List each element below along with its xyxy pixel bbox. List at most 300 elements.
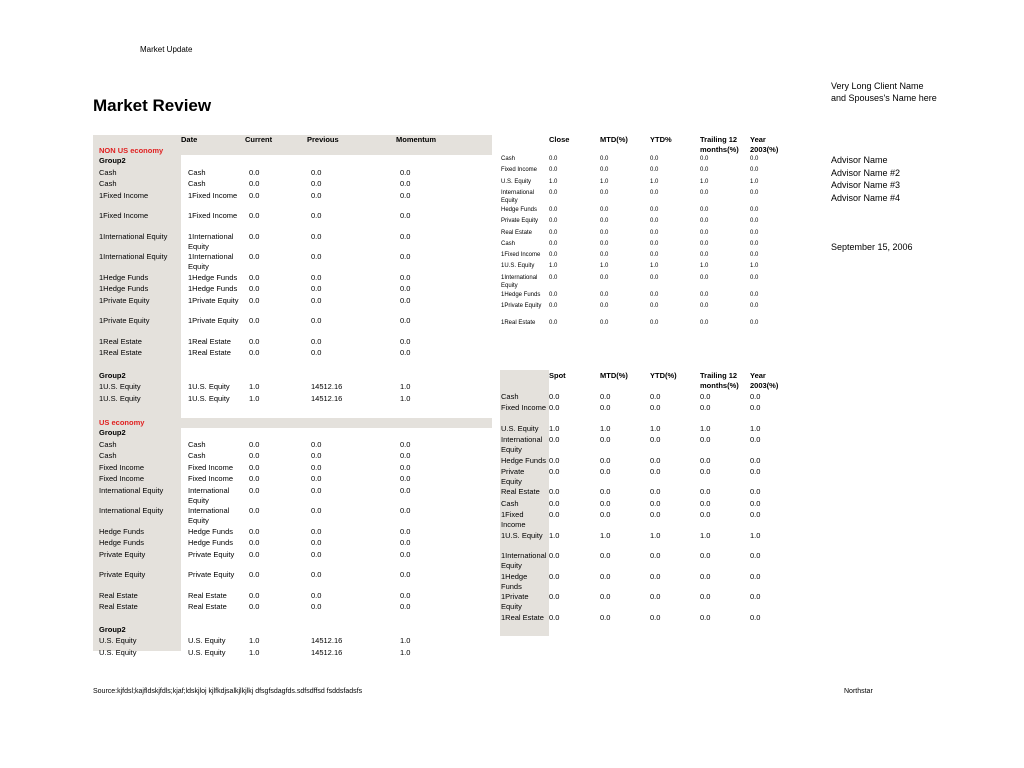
row-value: 0.0 xyxy=(700,510,711,519)
row-label: Private Equity xyxy=(501,218,539,225)
row-value: 0.0 xyxy=(549,466,560,476)
row-label: Cash xyxy=(99,179,117,188)
row-value: 0.0 xyxy=(600,551,611,560)
advisor-name: Advisor Name #3 xyxy=(831,180,901,190)
row-value: 0.0 xyxy=(650,392,661,401)
row-value: 1U.S. Equity xyxy=(188,382,230,391)
row-label: 1Fixed Income xyxy=(99,211,149,220)
row-value: 0.0 xyxy=(600,229,609,236)
row-label: 1U.S. Equity xyxy=(501,530,543,540)
row-value: 0.0 xyxy=(700,592,711,601)
row-label: International Equity xyxy=(501,189,535,204)
row-value: 0.0 xyxy=(400,451,411,460)
column-header: Spot xyxy=(549,371,566,380)
row-label: Cash xyxy=(501,240,516,247)
row-value: 1.0 xyxy=(600,178,609,185)
row-value: 1.0 xyxy=(700,178,709,185)
row-value: 0.0 xyxy=(311,439,322,449)
row-value: 0.0 xyxy=(750,392,761,401)
row-value: 0.0 xyxy=(400,590,411,600)
row-value: 0.0 xyxy=(311,336,322,346)
row-value: 0.0 xyxy=(549,571,560,581)
row-value: 0.0 xyxy=(249,348,260,357)
row-value: 0.0 xyxy=(700,206,709,213)
row-value: 0.0 xyxy=(700,156,709,162)
row-value: 0.0 xyxy=(600,274,609,281)
row-label: 1U.S. Equity xyxy=(501,263,535,270)
row-value: 0.0 xyxy=(750,167,759,174)
advisor-name: Advisor Name xyxy=(831,155,888,165)
row-value: 0.0 xyxy=(750,291,759,298)
row-value: 0.0 xyxy=(600,252,609,259)
client-name xyxy=(831,80,937,104)
row-value: 0.0 xyxy=(311,179,322,188)
page-title: Market Review xyxy=(93,96,212,115)
row-value: 0.0 xyxy=(549,252,558,259)
row-value: 0.0 xyxy=(650,218,659,225)
row-value: Cash xyxy=(188,179,206,188)
row-value: 0.0 xyxy=(249,485,260,495)
row-label: Real Estate xyxy=(501,229,533,236)
row-value: 0.0 xyxy=(750,612,761,622)
row-value: 0.0 xyxy=(400,439,411,449)
row-value: 0.0 xyxy=(400,272,411,282)
row-value: 0.0 xyxy=(750,274,759,281)
row-value: 0.0 xyxy=(700,435,711,445)
row-value: 0.0 xyxy=(400,316,411,325)
row-value: 0.0 xyxy=(650,487,661,497)
row-label: 1Private Equity xyxy=(99,316,150,325)
row-value: 0.0 xyxy=(249,570,260,579)
row-value: 0.0 xyxy=(549,274,558,281)
row-value: 1International Equity xyxy=(188,231,234,251)
row-value: 0.0 xyxy=(249,231,260,241)
row-value: 1Fixed Income xyxy=(188,211,238,220)
row-value: 0.0 xyxy=(650,206,659,213)
row-label: Cash xyxy=(99,167,117,177)
row-value: 0.0 xyxy=(400,549,411,559)
row-value: 1.0 xyxy=(600,530,611,540)
row-label: 1International Equity xyxy=(501,274,538,289)
top-label: Market Update xyxy=(140,45,193,54)
row-value: 0.0 xyxy=(700,218,709,225)
row-label: International Equity xyxy=(99,485,164,495)
row-value: 0.0 xyxy=(400,179,411,188)
row-value: 0.0 xyxy=(750,551,761,560)
row-value: 1.0 xyxy=(650,530,661,540)
row-value: 0.0 xyxy=(600,435,611,445)
row-label: 1Private Equity xyxy=(501,592,529,611)
column-header: Momentum xyxy=(396,135,436,144)
row-value: 1.0 xyxy=(750,530,761,540)
row-label: 1Fixed Income xyxy=(501,510,526,529)
row-label: 1Hedge Funds xyxy=(501,571,528,591)
row-value: 0.0 xyxy=(249,190,260,200)
row-value: 1U.S. Equity xyxy=(188,393,230,403)
row-label: Cash xyxy=(99,451,117,460)
row-value: Cash xyxy=(188,439,206,449)
row-value: 1.0 xyxy=(750,178,759,185)
row-value: Fixed Income xyxy=(188,462,234,472)
row-value: Private Equity xyxy=(188,570,235,579)
brand-name: Northstar xyxy=(844,688,873,695)
row-value: 0.0 xyxy=(650,403,661,413)
row-value: 0.0 xyxy=(700,303,709,309)
row-value: 0.0 xyxy=(311,474,322,483)
row-value: International Equity xyxy=(188,485,230,505)
row-value: 0.0 xyxy=(311,549,322,559)
column-header: Year 2003(%) xyxy=(750,135,779,154)
row-value: 1.0 xyxy=(650,263,659,270)
column-header: MTD(%) xyxy=(600,371,628,380)
row-value: 0.0 xyxy=(600,403,611,413)
row-value: 0.0 xyxy=(700,498,711,508)
row-value: 0.0 xyxy=(700,274,709,281)
row-value: 1.0 xyxy=(549,423,560,433)
row-label: Fixed Income xyxy=(501,403,547,413)
row-label: Real Estate xyxy=(99,590,138,600)
row-value: 1.0 xyxy=(400,636,411,645)
row-value: 1.0 xyxy=(249,647,260,657)
client-line-2: and Spouses's Name here xyxy=(831,93,937,103)
row-value: Real Estate xyxy=(188,590,227,600)
row-value: 0.0 xyxy=(650,455,661,465)
row-value: 0.0 xyxy=(600,291,609,298)
column-header: Trailing 12 months(%) xyxy=(700,135,739,154)
row-value: 0.0 xyxy=(750,189,759,196)
row-value: 0.0 xyxy=(249,336,260,346)
row-value: 1.0 xyxy=(400,647,411,657)
row-value: 0.0 xyxy=(249,252,260,261)
row-value: 0.0 xyxy=(249,272,260,282)
group-label: Group2 xyxy=(99,624,126,634)
row-value: 0.0 xyxy=(400,284,411,293)
row-value: 0.0 xyxy=(750,510,761,519)
row-value: 0.0 xyxy=(249,167,260,177)
row-value: 0.0 xyxy=(400,485,411,495)
row-value: 0.0 xyxy=(700,320,709,326)
row-value: 0.0 xyxy=(650,592,661,601)
row-value: 14512.16 xyxy=(311,393,343,403)
row-value: 1Real Estate xyxy=(188,336,231,346)
group-label: Group2 xyxy=(99,428,126,437)
row-value: 0.0 xyxy=(311,538,322,547)
row-value: 0.0 xyxy=(549,240,558,247)
row-value: 0.0 xyxy=(650,229,659,236)
row-label: Hedge Funds xyxy=(501,206,538,213)
row-value: 0.0 xyxy=(650,466,661,476)
row-label: Cash xyxy=(501,156,516,162)
row-value: 0.0 xyxy=(650,571,661,581)
non-us-band-ext xyxy=(181,145,492,155)
row-value: 0.0 xyxy=(549,403,560,413)
row-value: 0.0 xyxy=(400,211,411,220)
row-value: 1.0 xyxy=(549,178,558,185)
row-value: 1.0 xyxy=(400,393,411,403)
row-value: 0.0 xyxy=(650,189,659,196)
row-value: 0.0 xyxy=(700,291,709,298)
row-value: 0.0 xyxy=(700,392,711,401)
row-value: 1.0 xyxy=(400,382,411,391)
row-value: 0.0 xyxy=(650,303,659,309)
row-value: 1.0 xyxy=(249,382,260,391)
row-value: U.S. Equity xyxy=(188,636,226,645)
right-bottom-header-band xyxy=(500,370,549,392)
row-value: 0.0 xyxy=(700,455,711,465)
row-value: 0.0 xyxy=(549,320,558,326)
row-value: 0.0 xyxy=(311,462,322,472)
row-label: 1International Equity xyxy=(99,252,168,261)
row-label: U.S. Equity xyxy=(501,178,532,185)
row-value: 1Fixed Income xyxy=(188,190,238,200)
row-value: 0.0 xyxy=(650,252,659,259)
row-value: Cash xyxy=(188,167,206,177)
row-value: 0.0 xyxy=(311,451,322,460)
row-label: Cash xyxy=(501,392,519,401)
row-value: 0.0 xyxy=(549,392,560,401)
row-value: 0.0 xyxy=(549,156,558,162)
row-label: International Equity xyxy=(99,506,164,515)
column-header: YTD(%) xyxy=(650,371,677,380)
row-label: 1Real Estate xyxy=(99,348,142,357)
row-value: 0.0 xyxy=(400,602,411,611)
row-value: 0.0 xyxy=(549,498,560,508)
row-value: 1.0 xyxy=(700,263,709,270)
row-value: 0.0 xyxy=(750,252,759,259)
row-label: Real Estate xyxy=(501,487,540,497)
row-value: 0.0 xyxy=(549,206,558,213)
row-value: 0.0 xyxy=(600,392,611,401)
row-label: 1Hedge Funds xyxy=(99,272,149,282)
row-value: 0.0 xyxy=(249,590,260,600)
row-value: 0.0 xyxy=(750,592,761,601)
row-value: 0.0 xyxy=(249,295,260,305)
row-label: Private Equity xyxy=(99,570,146,579)
row-value: 0.0 xyxy=(249,602,260,611)
row-value: 0.0 xyxy=(400,538,411,547)
row-value: 0.0 xyxy=(700,612,711,622)
row-value: 1Real Estate xyxy=(188,348,231,357)
client-line-1: Very Long Client Name xyxy=(831,81,924,91)
row-value: 0.0 xyxy=(549,592,560,601)
row-value: 0.0 xyxy=(311,485,322,495)
row-value: 0.0 xyxy=(600,156,609,162)
row-value: 0.0 xyxy=(311,284,322,293)
row-value: 0.0 xyxy=(650,274,659,281)
row-label: 1Private Equity xyxy=(501,303,542,309)
row-value: 0.0 xyxy=(311,231,322,241)
row-value: 1.0 xyxy=(650,178,659,185)
row-value: 0.0 xyxy=(311,272,322,282)
row-value: 0.0 xyxy=(400,167,411,177)
row-label: Cash xyxy=(501,498,519,508)
row-value: 0.0 xyxy=(600,510,611,519)
row-label: Fixed Income xyxy=(501,167,538,174)
row-label: Private Equity xyxy=(99,549,146,559)
column-header: Current xyxy=(245,135,273,144)
row-value: 0.0 xyxy=(600,612,611,622)
row-value: 0.0 xyxy=(311,167,322,177)
row-value: 0.0 xyxy=(600,189,609,196)
row-value: 0.0 xyxy=(750,403,761,413)
row-label: 1U.S. Equity xyxy=(99,382,141,391)
row-value: 0.0 xyxy=(750,218,759,225)
us-band-ext xyxy=(181,418,492,428)
row-value: 0.0 xyxy=(549,291,558,298)
row-value: 1.0 xyxy=(700,530,711,540)
advisor-list xyxy=(831,154,900,204)
row-value: 1.0 xyxy=(600,263,609,270)
row-value: 0.0 xyxy=(549,551,560,560)
row-value: 0.0 xyxy=(400,462,411,472)
row-label: 1Real Estate xyxy=(99,336,142,346)
column-header: Close xyxy=(549,135,570,144)
row-value: 0.0 xyxy=(650,156,659,162)
row-value: 0.0 xyxy=(700,466,711,476)
row-value: 0.0 xyxy=(311,295,322,305)
row-value: 0.0 xyxy=(249,462,260,472)
row-value: 0.0 xyxy=(750,435,761,445)
row-label: 1Fixed Income xyxy=(501,252,541,259)
row-value: 0.0 xyxy=(249,474,260,483)
row-value: 0.0 xyxy=(249,451,260,460)
row-value: 0.0 xyxy=(700,403,711,413)
row-value: Private Equity xyxy=(188,549,235,559)
row-value: 0.0 xyxy=(549,218,558,225)
row-value: 0.0 xyxy=(600,218,609,225)
row-value: 0.0 xyxy=(400,295,411,305)
section-label: NON US economy xyxy=(99,146,164,155)
row-label: U.S. Equity xyxy=(99,636,137,645)
row-value: 0.0 xyxy=(750,206,759,213)
row-value: Fixed Income xyxy=(188,474,234,483)
row-value: 0.0 xyxy=(600,466,611,476)
row-label: U.S. Equity xyxy=(99,647,137,657)
row-value: 0.0 xyxy=(650,498,661,508)
row-label: 1U.S. Equity xyxy=(99,393,141,403)
row-label: Hedge Funds xyxy=(99,526,145,536)
row-value: 0.0 xyxy=(700,229,709,236)
row-value: 0.0 xyxy=(600,498,611,508)
row-value: Hedge Funds xyxy=(188,538,234,547)
row-value: 0.0 xyxy=(311,211,322,220)
row-value: 0.0 xyxy=(549,510,560,519)
row-value: 0.0 xyxy=(400,348,411,357)
row-value: 0.0 xyxy=(750,156,759,162)
row-value: 1.0 xyxy=(700,423,711,433)
row-label: International Equity xyxy=(501,435,543,455)
advisor-name: Advisor Name #4 xyxy=(831,192,901,203)
row-label: 1Real Estate xyxy=(501,320,536,326)
row-value: 0.0 xyxy=(750,303,759,309)
row-value: 0.0 xyxy=(600,455,611,465)
row-value: 0.0 xyxy=(600,303,609,309)
row-value: 0.0 xyxy=(249,211,260,220)
row-value: 1Private Equity xyxy=(188,316,239,325)
row-value: 0.0 xyxy=(700,551,711,560)
row-value: Cash xyxy=(188,451,206,460)
row-value: 0.0 xyxy=(650,291,659,298)
row-value: 0.0 xyxy=(650,510,661,519)
row-value: 0.0 xyxy=(549,612,560,622)
row-value: 1International Equity xyxy=(188,252,234,271)
row-value: 0.0 xyxy=(650,167,659,174)
row-value: 0.0 xyxy=(650,320,659,326)
row-value: 0.0 xyxy=(400,231,411,241)
row-label: 1Hedge Funds xyxy=(99,284,149,293)
row-value: 0.0 xyxy=(311,252,322,261)
row-value: 0.0 xyxy=(249,538,260,547)
row-value: 1.0 xyxy=(650,423,661,433)
row-label: Fixed Income xyxy=(99,462,145,472)
row-value: 0.0 xyxy=(700,571,711,581)
column-header: Year 2003(%) xyxy=(750,371,779,390)
row-value: 0.0 xyxy=(311,316,322,325)
report-date: September 15, 2006 xyxy=(831,242,913,252)
row-value: 0.0 xyxy=(650,612,661,622)
row-label: Hedge Funds xyxy=(99,538,145,547)
row-value: 0.0 xyxy=(600,167,609,174)
row-value: 0.0 xyxy=(249,526,260,536)
column-header: Trailing 12 months(%) xyxy=(700,371,739,390)
row-label: 1Hedge Funds xyxy=(501,291,541,298)
row-value: 1Hedge Funds xyxy=(188,284,238,293)
row-value: 1.0 xyxy=(249,636,260,645)
row-label: U.S. Equity xyxy=(501,423,539,433)
row-value: 0.0 xyxy=(311,190,322,200)
row-value: 0.0 xyxy=(549,303,558,309)
row-value: 0.0 xyxy=(600,320,609,326)
row-label: 1Private Equity xyxy=(99,295,150,305)
row-value: 0.0 xyxy=(700,487,711,497)
group-label: Group2 xyxy=(99,156,126,165)
column-header: Date xyxy=(181,135,198,144)
row-value: 1Hedge Funds xyxy=(188,272,238,282)
row-value: 0.0 xyxy=(600,487,611,497)
row-value: 0.0 xyxy=(311,570,322,579)
row-value: 14512.16 xyxy=(311,382,343,391)
row-value: 0.0 xyxy=(750,498,761,508)
row-value: 1.0 xyxy=(750,423,761,433)
row-value: 0.0 xyxy=(400,252,411,261)
row-value: 0.0 xyxy=(249,284,260,293)
section-label: US economy xyxy=(99,418,145,427)
row-value: 14512.16 xyxy=(311,647,343,657)
group-label: Group2 xyxy=(99,370,126,380)
row-value: 0.0 xyxy=(700,189,709,196)
row-value: 0.0 xyxy=(311,506,322,515)
row-value: 0.0 xyxy=(400,190,411,200)
source-note: Source:kjfdsl;kajfldskjfdls;kjaf;ldskjloj kjlfkdjsalkjlkjlkj dfsgfsdagfds.sdfsdffsd fsddsfadsfs xyxy=(93,688,363,695)
row-label: Fixed Income xyxy=(99,474,145,483)
row-value: 0.0 xyxy=(549,487,560,497)
row-value: 0.0 xyxy=(400,474,411,483)
row-value: 0.0 xyxy=(600,571,611,581)
row-value: 0.0 xyxy=(700,167,709,174)
row-value: 0.0 xyxy=(549,455,560,465)
row-value: 1Private Equity xyxy=(188,295,239,305)
row-value: 14512.16 xyxy=(311,636,343,645)
row-value: Hedge Funds xyxy=(188,526,234,536)
row-value: 0.0 xyxy=(549,435,560,445)
row-label: Private Equity xyxy=(501,466,525,486)
row-value: 1.0 xyxy=(750,263,759,270)
row-value: 0.0 xyxy=(750,466,761,476)
row-value: 0.0 xyxy=(400,506,411,515)
advisor-name: Advisor Name #2 xyxy=(831,167,901,178)
row-value: 1.0 xyxy=(549,263,558,270)
row-value: 0.0 xyxy=(400,336,411,346)
